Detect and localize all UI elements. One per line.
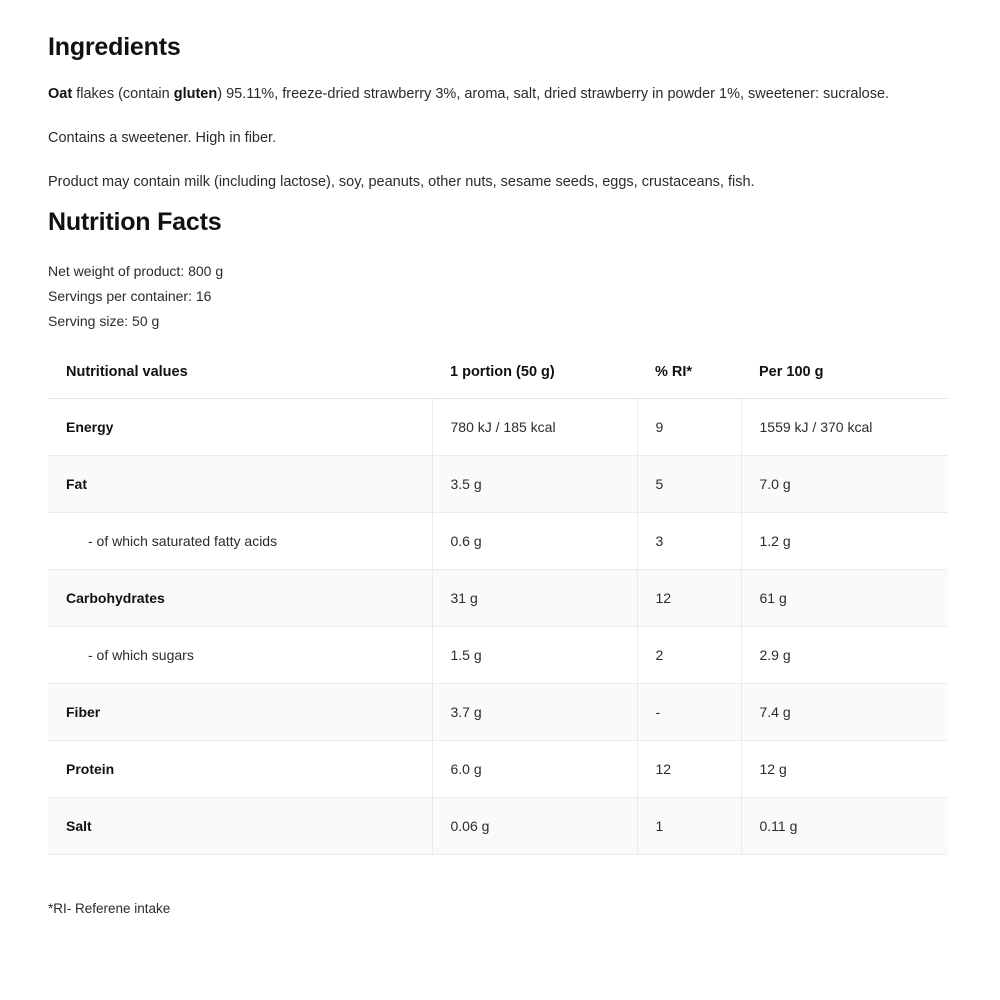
row-label: Energy [48, 398, 432, 455]
nutrition-facts-heading: Nutrition Facts [48, 208, 222, 237]
row-label: Carbohydrates [48, 569, 432, 626]
row-portion: 0.6 g [432, 512, 637, 569]
row-ri: 12 [637, 740, 741, 797]
row-portion: 0.06 g [432, 797, 637, 854]
row-label: Fat [48, 455, 432, 512]
row-per100: 12 g [741, 740, 948, 797]
nutrition-table [48, 350, 948, 855]
table-row [48, 626, 948, 683]
table-row [48, 683, 948, 740]
row-label: - of which saturated fatty acids [48, 512, 432, 569]
row-ri: 3 [637, 512, 741, 569]
allergen-gluten-bold: gluten [173, 86, 218, 102]
row-portion: 3.7 g [432, 683, 637, 740]
row-portion: 780 kJ / 185 kcal [432, 398, 637, 455]
row-portion: 31 g [432, 569, 637, 626]
column-header-portion: 1 portion (50 g) [432, 350, 637, 399]
table-header-row [48, 350, 948, 399]
sweetener-note: Contains a sweetener. High in fiber. [48, 129, 277, 146]
row-per100: 2.9 g [741, 626, 948, 683]
table-row [48, 740, 948, 797]
row-per100: 0.11 g [741, 797, 948, 854]
ingredients-list [48, 84, 952, 106]
ingredients-heading: Ingredients [48, 33, 181, 61]
table-row [48, 512, 948, 569]
row-per100: 1.2 g [741, 512, 948, 569]
column-header-per100: Per 100 g [741, 350, 948, 399]
net-weight-line: Net weight of product: 800 g [48, 263, 224, 280]
row-per100: 61 g [741, 569, 948, 626]
serving-size-line: Serving size: 50 g [48, 313, 160, 330]
row-label: - of which sugars [48, 626, 432, 683]
column-header-values: Nutritional values [48, 350, 432, 399]
row-ri: 1 [637, 797, 741, 854]
table-row [48, 569, 948, 626]
row-portion: 3.5 g [432, 455, 637, 512]
row-ri: 12 [637, 569, 741, 626]
row-ri: 2 [637, 626, 741, 683]
serving-info [48, 259, 952, 334]
row-per100: 7.4 g [741, 683, 948, 740]
row-label: Salt [48, 797, 432, 854]
row-portion: 6.0 g [432, 740, 637, 797]
row-label: Fiber [48, 683, 432, 740]
row-ri: - [637, 683, 741, 740]
row-per100: 1559 kJ / 370 kcal [741, 398, 948, 455]
row-ri: 9 [637, 398, 741, 455]
table-row [48, 797, 948, 854]
reference-intake-footnote: *RI- Referene intake [48, 900, 171, 916]
ingredient-oat-bold: Oat [48, 86, 73, 102]
table-row [48, 455, 948, 512]
ingredients-text-mid: flakes (contain [72, 86, 174, 102]
table-row [48, 398, 948, 455]
allergen-warning: Product may contain milk (including lactose), soy, peanuts, other nuts, sesame seeds, eggs, crustaceans, fish. [48, 173, 755, 190]
row-per100: 7.0 g [741, 455, 948, 512]
servings-per-container-line: Servings per container: 16 [48, 288, 212, 305]
column-header-ri: % RI* [637, 350, 741, 399]
ingredients-text-rest: ) 95.11%, freeze-dried strawberry 3%, aroma, salt, dried strawberry in powder 1%, sweetener: sucralose. [217, 86, 890, 102]
row-portion: 1.5 g [432, 626, 637, 683]
row-label: Protein [48, 740, 432, 797]
row-ri: 5 [637, 455, 741, 512]
